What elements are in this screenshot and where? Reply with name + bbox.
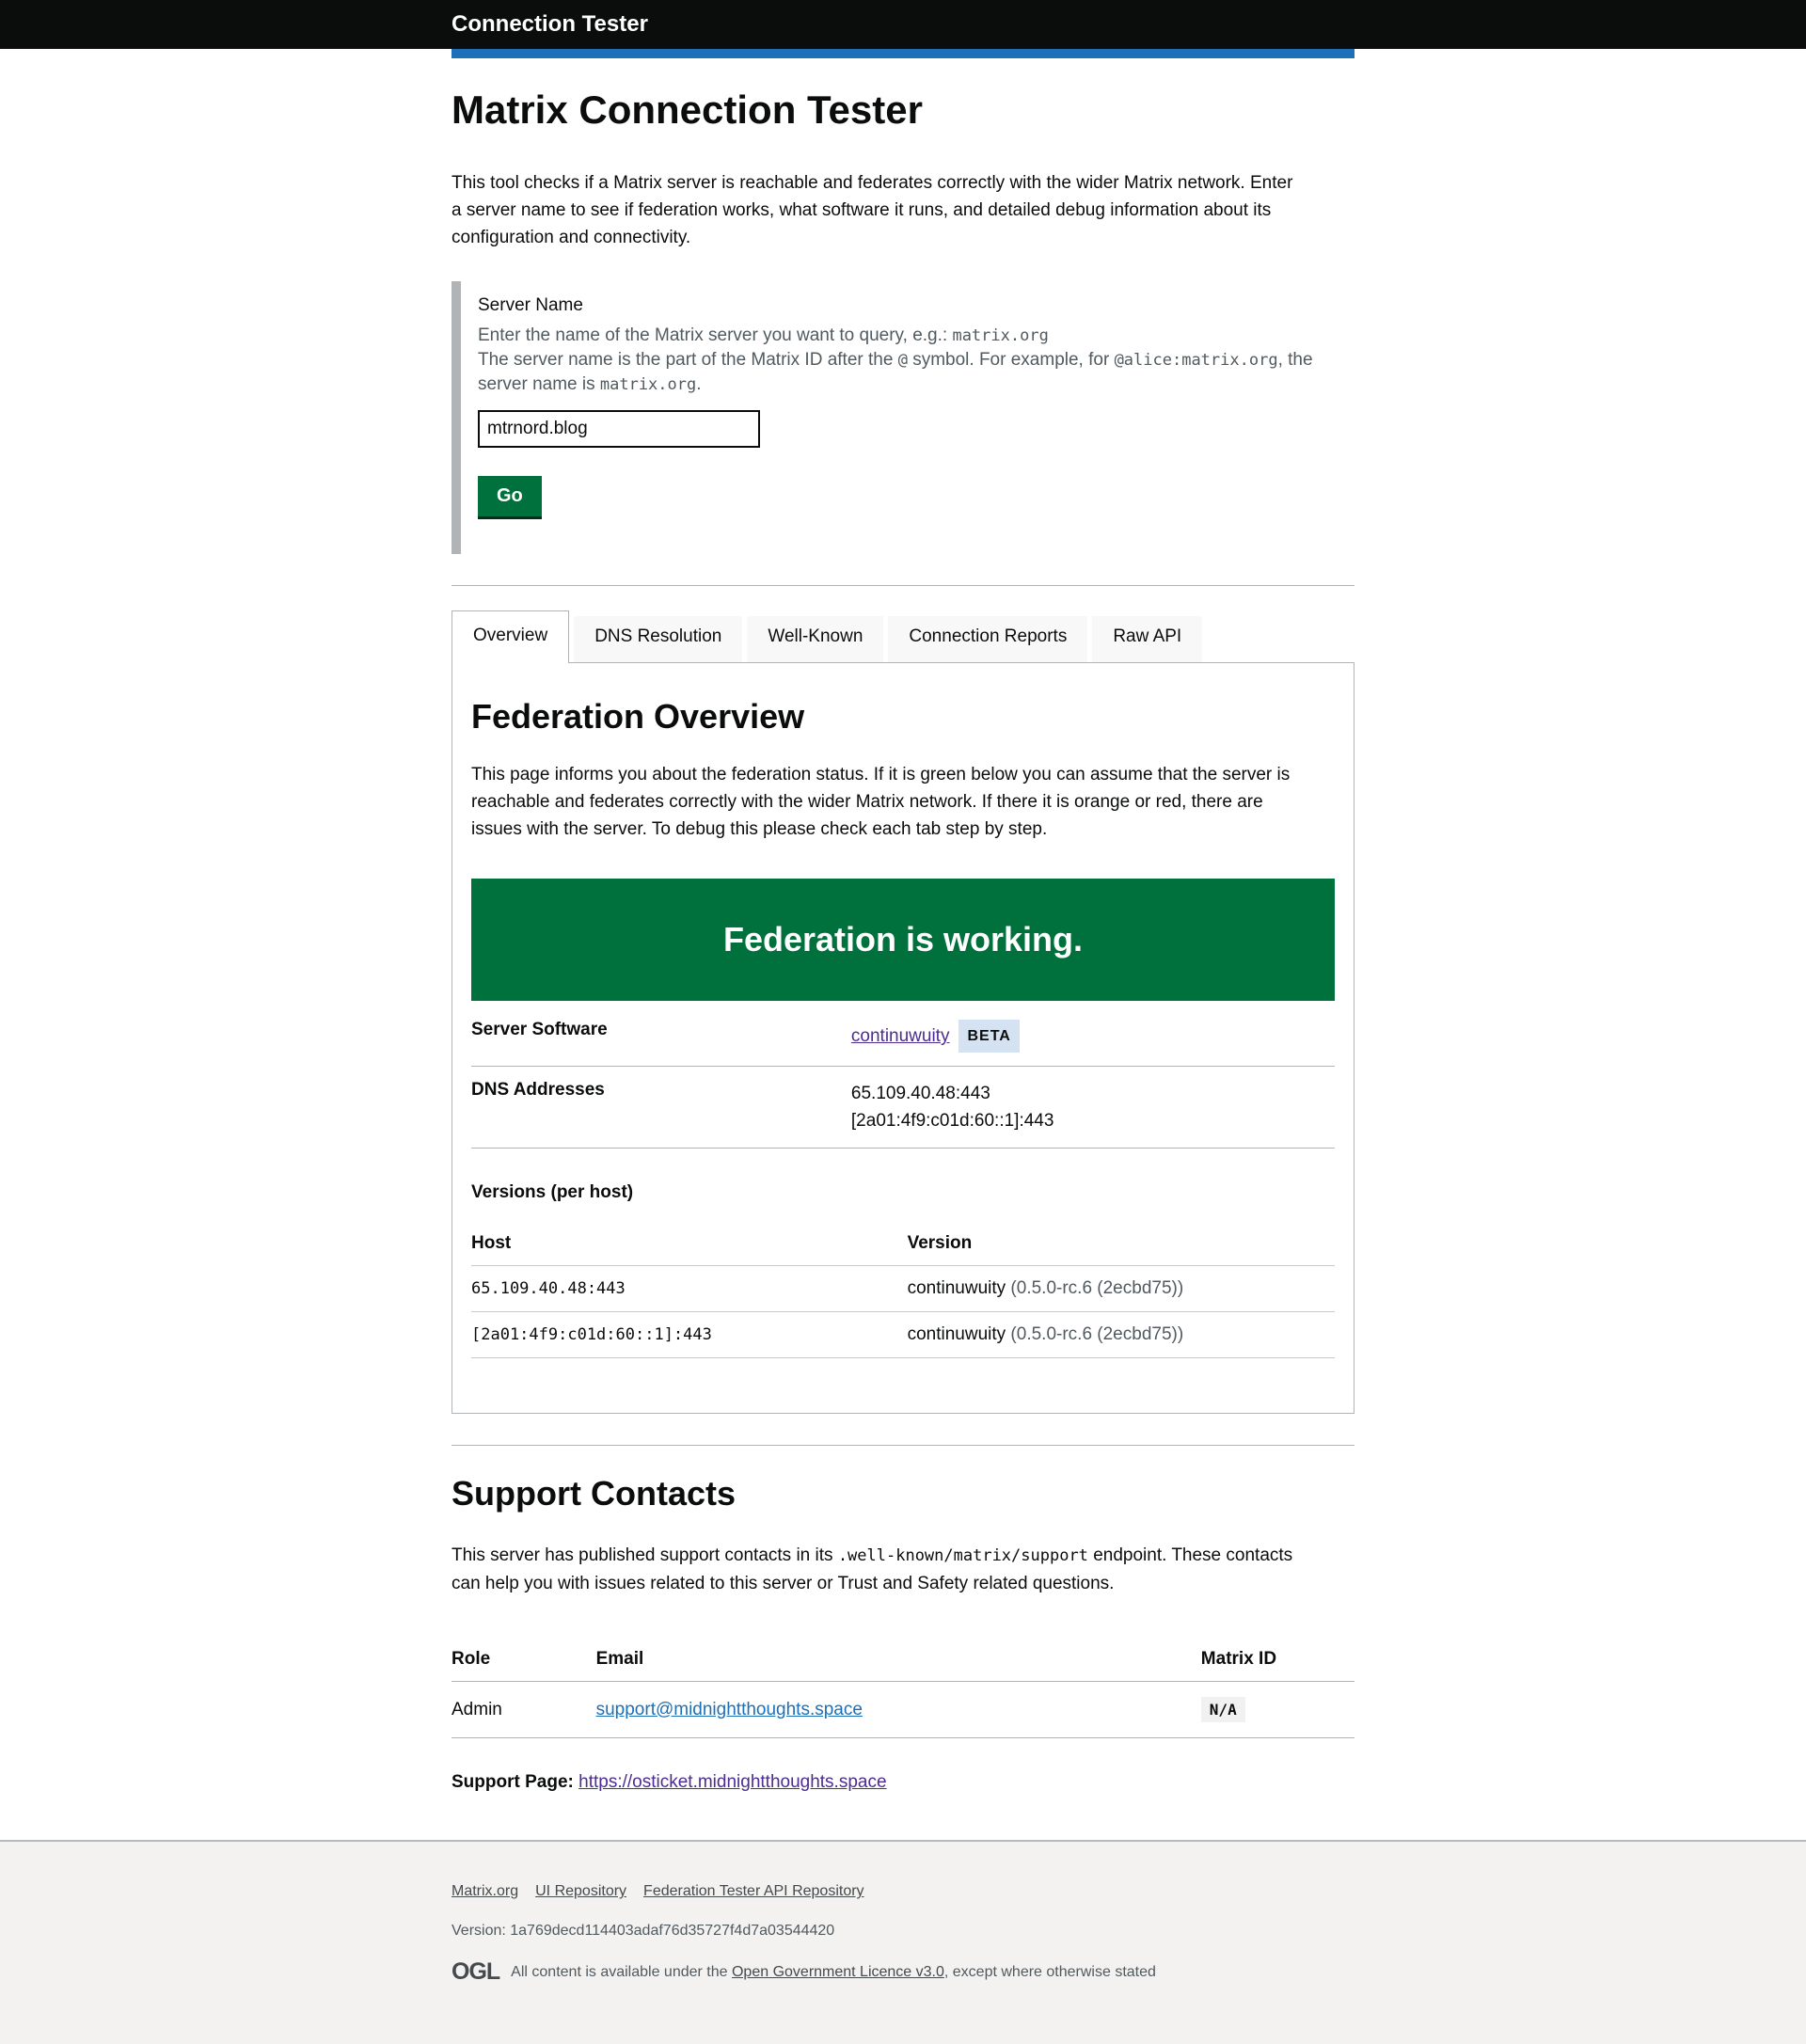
app-title: Connection Tester — [452, 11, 648, 37]
contact-email-link[interactable]: support@midnightthoughts.space — [595, 1699, 863, 1719]
ogl-licence-link[interactable]: Open Government Licence v3.0 — [731, 1963, 944, 1980]
support-page-link[interactable]: https://osticket.midnightthoughts.space — [578, 1772, 887, 1793]
table-row — [471, 1312, 1335, 1358]
dns-addresses-row — [471, 1067, 1335, 1149]
server-name-hint-2 — [478, 348, 1340, 397]
matrix-id-column-header: Matrix ID — [1201, 1640, 1354, 1682]
footer-link-api-repository[interactable]: Federation Tester API Repository — [643, 1883, 864, 1900]
support-contacts-table — [452, 1640, 1354, 1738]
beta-badge: BETA — [958, 1020, 1019, 1053]
hint-code-at: @ — [897, 351, 908, 371]
tab-bar — [452, 610, 1354, 662]
server-form — [452, 281, 1354, 554]
go-button[interactable]: Go — [478, 476, 542, 516]
divider — [452, 1445, 1354, 1446]
page-footer — [0, 1840, 1806, 2044]
versions-heading: Versions (per host) — [471, 1182, 634, 1203]
software-name: continuwuity — [907, 1278, 1006, 1299]
license-text-part: , except where otherwise stated — [943, 1963, 1156, 1980]
hint-text: Enter the name of the Matrix server you want to query, e.g.: — [478, 325, 953, 346]
federation-status-banner: Federation is working. — [471, 879, 1335, 1001]
dns-addresses-value — [851, 1080, 1335, 1134]
software-version: (0.5.0-rc.6 (2ecbd75)) — [1010, 1278, 1184, 1299]
license-text — [511, 1964, 1156, 1981]
dns-address: 65.109.40.48:443 — [850, 1084, 990, 1104]
server-software-value — [851, 1020, 1335, 1053]
dns-address: [2a01:4f9:c01d:60::1]:443 — [850, 1111, 1054, 1132]
well-known-endpoint-code: .well-known/matrix/support — [837, 1546, 1088, 1566]
role-column-header: Role — [452, 1640, 596, 1682]
server-name-hint-1 — [478, 324, 1340, 348]
support-contacts-heading: Support Contacts — [452, 1474, 736, 1513]
top-bar — [0, 0, 1806, 49]
support-table-header-row — [452, 1640, 1354, 1682]
software-version: (0.5.0-rc.6 (2ecbd75)) — [1010, 1324, 1184, 1345]
page-title: Matrix Connection Tester — [452, 87, 923, 132]
support-desc-text: This server has published support contacts in its — [452, 1545, 838, 1566]
host-value: [2a01:4f9:c01d:60::1]:443 — [471, 1325, 712, 1345]
support-page-line — [452, 1772, 1354, 1793]
hint-text: , the server name is — [478, 350, 1313, 395]
hint-code-mxid: @alice:matrix.org — [1114, 351, 1278, 371]
host-value: 65.109.40.48:443 — [471, 1279, 626, 1299]
footer-version: Version: 1a769decd114403adaf76d35727f4d7a03544420 — [452, 1923, 835, 1940]
license-text-part: All content is available under the — [511, 1963, 732, 1980]
hint-text: . — [696, 374, 702, 395]
tab-overview[interactable]: Overview — [452, 610, 569, 663]
federation-overview-heading: Federation Overview — [471, 697, 805, 737]
dns-addresses-label: DNS Addresses — [471, 1080, 605, 1101]
hint-code-example: matrix.org — [952, 326, 1049, 346]
footer-link-matrix-org[interactable]: Matrix.org — [452, 1883, 519, 1900]
server-software-link[interactable]: continuwuity — [850, 1026, 950, 1047]
tab-connection-reports[interactable]: Connection Reports — [888, 616, 1087, 662]
intro-text: This tool checks if a Matrix server is reachable and federates correctly with the wider Matrix network. Enter a server name to see if federation works, what software it runs, and detailed debug information about its configuration and connectivity. — [452, 173, 1293, 248]
support-page-label: Support Page: — [452, 1772, 574, 1793]
support-contacts-description — [452, 1542, 1317, 1597]
server-software-label: Server Software — [471, 1020, 608, 1040]
footer-license-row — [452, 1958, 1354, 1986]
software-name: continuwuity — [907, 1324, 1006, 1345]
federation-overview-description: This page informs you about the federation status. If it is green below you can assume that the server is reachable and federates correctly with the wider Matrix network. If there it is orange or red, there are issues with the server. To debug this please check each tab step by step. — [471, 765, 1291, 840]
matrix-id-na-badge: N/A — [1201, 1697, 1245, 1722]
hint-text: The server name is the part of the Matrix ID after the — [478, 350, 898, 371]
contact-role: Admin — [452, 1682, 596, 1738]
host-column-header: Host — [471, 1224, 908, 1266]
divider — [452, 585, 1354, 586]
table-row — [452, 1682, 1354, 1738]
overview-panel — [452, 662, 1354, 1414]
email-column-header: Email — [596, 1640, 1201, 1682]
footer-links — [452, 1883, 1354, 1900]
support-desc-text: endpoint. These contacts can help you with issues related to this server or Trust and Safety related questions. — [452, 1545, 1293, 1594]
footer-link-ui-repository[interactable]: UI Repository — [535, 1883, 627, 1900]
hint-text: symbol. For example, for — [907, 350, 1115, 371]
ogl-logo: OGL — [452, 1958, 500, 1986]
server-software-row — [471, 1001, 1335, 1067]
version-column-header: Version — [908, 1224, 1335, 1266]
table-row — [471, 1266, 1335, 1312]
server-name-input[interactable] — [478, 410, 760, 448]
tab-well-known[interactable]: Well-Known — [747, 616, 883, 662]
versions-table-header-row — [471, 1224, 1335, 1266]
accent-bar — [452, 49, 1354, 58]
versions-table — [471, 1224, 1335, 1358]
hint-code-server: matrix.org — [599, 375, 697, 395]
tab-raw-api[interactable]: Raw API — [1092, 616, 1202, 662]
tab-dns-resolution[interactable]: DNS Resolution — [574, 616, 742, 662]
server-name-label: Server Name — [478, 295, 583, 316]
